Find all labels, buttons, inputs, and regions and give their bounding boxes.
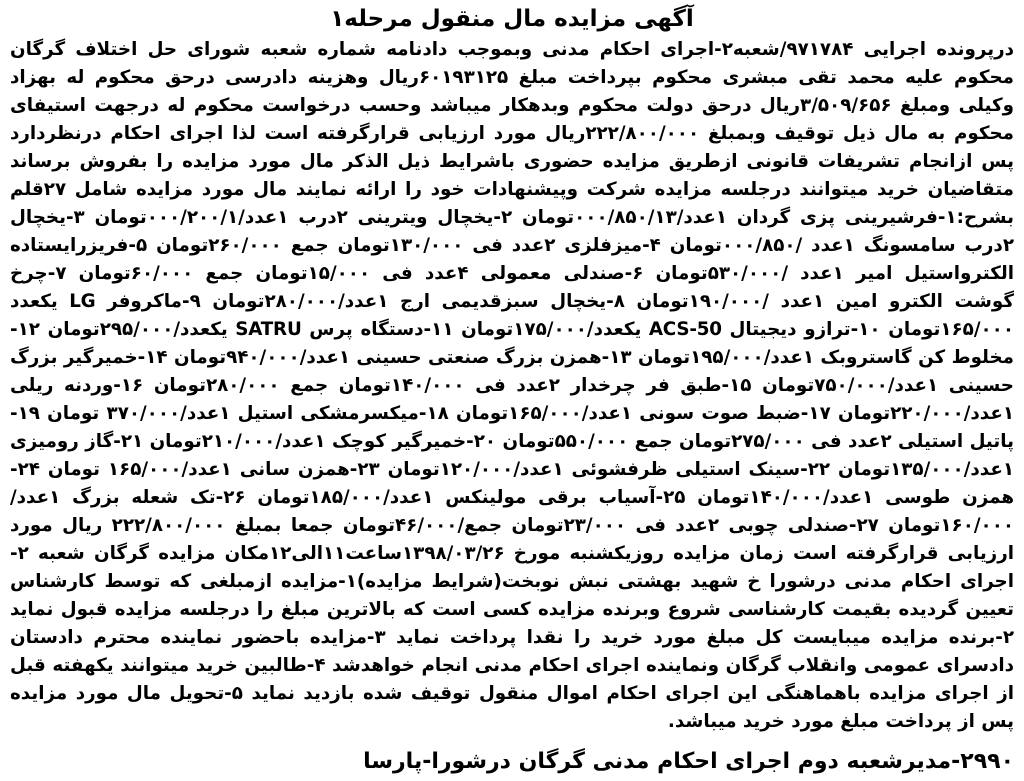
notice-title: آگهی مزایده مال منقول مرحله۱ bbox=[330, 6, 694, 32]
notice-body: درپرونده اجرایی ۹۷۱۷۸۴/شعبه۲-اجرای احکام مدنی وبموجب دادنامه شماره شعبه شورای حل اختلاف گرگان محکوم علیه محمد تقی مبشری محکوم بپرداخت مبلغ ۶۰۱۹۳۱۲۵ریال وهزینه دادرسی درحق محکوم له بهزاد وکیلی ومبلغ ۳/۵۰۹/۶۵۶ریال درحق دولت محکوم وبدهکار میباشد وحسب درخواست محکوم له درجهت استیفای محکوم به مال ذیل توقیف وبمبلغ ۲۲۲/۸۰۰/۰۰۰ریال مورد ارزیابی قرارگرفته است لذا اجرای احکام درنظردارد پس ازانجام تشریفات قانونی ازطریق مزایده حضوری باشرایط ذیل الذکر مال مورد مزایده را بفروش برساند متقاضیان خرید میتوانند درجلسه مزایده شرکت وپیشنهادات خود را ارائه نمایند مال مورد مزایده شامل ۲۷قلم بشرح:۱-فرشیرینی پزی گردان ۱عدد/۰۰۰/۸۵۰/۱۳تومان ۲-یخچال ویترینی ۲درب ۱عدد/۰۰۰/۲۰۰/۱تومان ۳-یخچال ۲درب سامسونگ ۱عدد /۰۰۰/۸۵۰تومان ۴-میزفلزی ۲عدد فی ۱۳۰/۰۰۰تومان جمع ۲۶۰/۰۰۰تومان ۵-فریزرایستاده الکترواستیل امیر ۱عدد /۵۳۰/۰۰۰تومان ۶-صندلی معمولی ۴عدد فی ۱۵/۰۰۰تومان جمع ۶۰/۰۰۰تومان ۷-چرخ گوشت الکترو امین ۱عدد /۱۹۰/۰۰۰تومان ۸-یخچال سبزقدیمی ارج ۱عدد/۲۸۰/۰۰۰تومان ۹-ماکروفر LG یکعدد ۱۶۵/۰۰۰تومان ۱۰-ترازو دیجیتال ACS-50 یکعدد/۱۷۵/۰۰۰تومان ۱۱-دستگاه پرس SATRU یکعدد/۲۹۵/۰۰۰تومان ۱۲-مخلوط کن گاستروبک ۱عدد/۱۹۵/۰۰۰تومان ۱۳-همزن بزرگ صنعتی حسینی ۱عدد/۹۴۰/۰۰۰تومان ۱۴-خمیرگیر بزرگ حسینی ۱عدد/۷۵۰/۰۰۰تومان ۱۵-طبق فر چرخدار ۲عدد فی ۱۴۰/۰۰۰تومان جمع ۲۸۰/۰۰۰تومان ۱۶-وردنه ریلی ۱عدد/۲۲۰/۰۰۰تومان ۱۷-ضبط صوت سونی ۱عدد/۱۶۵/۰۰۰تومان ۱۸-میکسرمشکی استیل ۱عدد/۳۷۰/۰۰۰ تومان ۱۹-پاتیل استیلی ۲عدد فی ۲۷۵/۰۰۰تومان جمع ۵۵۰/۰۰۰تومان ۲۰-خمیرگیر کوچک ۱عدد/۲۱۰/۰۰۰تومان ۲۱-گاز رومیزی ۱عدد/۱۳۵/۰۰۰تومان ۲۲-سینک استیلی ظرفشوئی ۱عدد/۱۲۰/۰۰۰تومان ۲۳-همزن سانی ۱عدد/۱۶۵/۰۰۰ تومان ۲۴-همزن طوسی ۱عدد/۱۴۰/۰۰۰تومان ۲۵-آسیاب برقی مولینکس ۱عدد/۱۸۵/۰۰۰تومان ۲۶-تک شعله بزرگ ۱عدد/۱۶۰/۰۰۰تومان ۲۷-صندلی چوبی ۲عدد فی ۲۳/۰۰۰تومان جمع/۴۶/۰۰۰تومان جمعا بمبلغ ۲۲۲/۸۰۰/۰۰۰ ریال مورد ارزیابی قرارگرفته است زمان مزایده روزیکشنبه مورخ ۱۳۹۸/۰۳/۲۶ساعت۱۱الی۱۲مکان مزایده گرگان شعبه ۲-اجرای احکام مدنی درشورا خ شهید بهشتی نبش نوبخت(شرایط مزایده)۱-مزایده ازمبلغی که توسط کارشناس تعیین گردیده بقیمت کارشناسی شروع وبرنده مزایده کسی است که بالاترین مبلغ را درجلسه مزایده قبول نماید ۲-برنده مزایده میبایست کل مبلغ مورد خرید را نقدا پرداخت نماید ۳-مزایده باحضور نماینده محترم دادستان دادسرای عمومی وانقلاب گرگان ونماینده اجرای احکام مدنی انجام خواهدشد ۴-طالبین خرید میتوانند یکهفته قبل از اجرای مزایده باهماهنگی این اجرای احکام اموال منقول توقیف شده بازدید نماید ۵-تحویل مال مورد مزایده پس از پرداخت مبلغ مورد خرید میباشد. bbox=[10, 39, 1015, 732]
notice-signature: ۲۹۹۰-مدیرشعبه دوم اجرای احکام مدنی گرگان درشورا-پارسا bbox=[363, 749, 1014, 774]
